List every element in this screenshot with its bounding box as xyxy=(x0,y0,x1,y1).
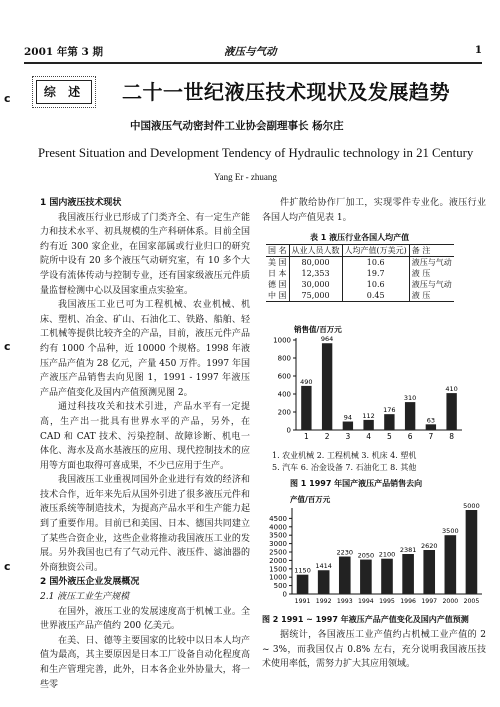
english-title: Present Situation and Development Tendency of Hydraulic technology in 21 Century xyxy=(38,146,474,160)
paragraph: 我国液压工业重视同国外企业进行有效的经济和技术合作，近年来先后从国外引进了很多液压元件和液压系统等制造技术，为提高产品水平和生产能力起到了重要作用。目前已和美国、日本、德国共同建立了某些合资企业，这些企业将推动我国液压工业的发展。另外我国也已有了气动元件、液压件、滤油器的外商独资公司。 xyxy=(40,475,250,573)
table-caption: 表 1 液压行业各国人均产值 xyxy=(310,233,410,242)
x-tick-label: 2005 xyxy=(463,598,480,605)
left-column xyxy=(40,196,250,692)
bar xyxy=(402,554,414,594)
table-cell: 液压与气动 xyxy=(409,279,454,290)
data-label: 410 xyxy=(445,385,458,394)
data-label: 310 xyxy=(403,394,417,403)
x-tick-label: 1995 xyxy=(379,598,395,605)
bar xyxy=(363,420,373,430)
section-heading: 2.1 液压工业生产规模 xyxy=(40,592,130,603)
table-cell: 10.6 xyxy=(342,257,409,269)
table-header-row xyxy=(266,245,454,257)
figure-2-caption: 图 2 1991 ~ 1997 年液压产品产值变化及国内产值预测 xyxy=(262,615,469,624)
y-tick-label: 4500 xyxy=(269,514,287,523)
page-number: 1 xyxy=(474,44,482,56)
section-heading: 2 国外液压企业发展概况 xyxy=(40,577,140,588)
y-tick-label: 400 xyxy=(277,390,291,399)
figure-1-caption: 图 1 1997 年国产液压产品销售去向 xyxy=(290,479,423,488)
paragraph: 我国液压工业已可为工程机械、农业机械、机床、塑机、冶金、矿山、石油化工、铁路、船舶、轻工机械等提供比较齐全的产品，目前，液压元件产品约有 1000 个品种，近 10000 个规格。1998 年液压产品产值为 28 亿元，产量 450 万件。1997 年国产液压产品销售去向见图 1，1991 - 1997 年液压产品产值变化及国内产值预测见图 2。 xyxy=(40,300,250,398)
data-label: 2050 xyxy=(357,551,375,560)
data-label: 63 xyxy=(426,416,436,425)
table-header-cell: 从业人员人数 xyxy=(289,245,342,257)
running-header xyxy=(24,44,482,58)
bar xyxy=(297,575,309,594)
bar xyxy=(426,424,436,430)
data-label: 112 xyxy=(362,411,375,420)
y-tick-label: 1000 xyxy=(273,336,291,345)
table-cell: 75,000 xyxy=(289,290,342,301)
table-cell: 德 国 xyxy=(268,280,287,289)
figure-2-chart xyxy=(258,490,486,612)
figure-1-legend xyxy=(272,450,416,474)
y-axis-label: 产值/百万元 xyxy=(290,495,331,504)
table-cell: 中 国 xyxy=(268,291,287,300)
table-header-cell: 人均产值(万美元) xyxy=(342,245,409,257)
table-cell: 液 压 xyxy=(409,268,454,279)
x-tick-label: 8 xyxy=(449,432,455,441)
bar xyxy=(343,422,353,430)
margin-mark: c xyxy=(4,340,11,353)
x-tick-label: 3 xyxy=(345,432,351,441)
bar xyxy=(339,557,351,594)
table-cell: 12,353 xyxy=(289,268,342,279)
data-label: 490 xyxy=(300,377,313,386)
y-tick-label: 4000 xyxy=(269,523,287,532)
paragraph: 在国外，液压工业的发展速度高于机械工业。全世界液压产品产值约 200 亿美元。 xyxy=(40,606,250,632)
margin-mark: c xyxy=(4,560,11,573)
margin-mark: c xyxy=(4,92,11,105)
right-column-intro xyxy=(262,196,486,225)
data-label: 176 xyxy=(383,406,396,415)
bar xyxy=(360,560,372,594)
bar xyxy=(322,343,332,430)
table-cell: 0.45 xyxy=(342,290,409,301)
y-tick-label: 600 xyxy=(277,372,291,381)
bar xyxy=(466,510,478,594)
x-tick-label: 1992 xyxy=(315,598,332,605)
data-label: 2100 xyxy=(378,550,396,559)
data-label: 3500 xyxy=(442,527,459,536)
data-label: 964 xyxy=(320,335,334,344)
data-label: 1150 xyxy=(294,566,311,575)
journal-name: 液压与气动 xyxy=(224,46,277,58)
y-tick-label: 2500 xyxy=(269,548,287,557)
legend-line: 1. 农业机械 2. 工程机械 3. 机床 4. 塑机 xyxy=(272,451,417,460)
data-label: 2230 xyxy=(336,548,354,557)
header-rule xyxy=(24,62,482,64)
y-tick-label: 3500 xyxy=(269,531,287,540)
article-author: 中国液压气动密封件工业协会副理事长 杨尔庄 xyxy=(130,120,344,132)
right-column-outro xyxy=(262,628,486,672)
bar xyxy=(301,386,311,430)
english-author: Yang Er - zhuang xyxy=(214,172,277,182)
section-badge: 综 述 xyxy=(36,80,92,104)
table-cell: 液压与气动 xyxy=(409,257,454,269)
paragraph: 据统计，各国液压工业产值约占机械工业产值的 2 ~ 3%，而我国仅占 0.8% 左右，充分说明我国液压技术使用率低，需努力扩大其应用领域。 xyxy=(262,630,486,670)
paragraph: 我国液压行业已形成了门类齐全、有一定生产能力和技术水平、初具规模的生产科研体系。目前全国约有近 300 家企业，在国家部属或行业归口的研究院所中设有 20 多个液压气动研究室，有 10 多个大学设有流体传动与控制专业，还有国家级液压元件质量监督检测中心以及国家重点实验室。 xyxy=(40,212,250,296)
y-axis-label: 销售值/百万元 xyxy=(294,325,342,334)
y-tick-label: 3000 xyxy=(269,540,287,549)
data-label: 94 xyxy=(343,413,353,422)
issue-label: 2001 年第 3 期 xyxy=(24,46,103,58)
table-header-cell: 备 注 xyxy=(409,245,454,257)
x-tick-label: 7 xyxy=(428,432,434,441)
data-label: 1414 xyxy=(315,562,332,571)
x-tick-label: 1 xyxy=(303,432,309,441)
article-title: 二十一世纪液压技术现状及发展趋势 xyxy=(122,80,450,104)
paragraph: 通过科技攻关和技术引进，产品水平有一定提高，生产出一批具有世界水平的产品，另外，在 CAD 和 CAT 技术、污染控制、故障诊断、机电一体化、海水及高水基液压的应用、现代控制技术的应用等方面也取得可喜成果，不少已应用于生产。 xyxy=(40,402,250,471)
table-cell: 19.7 xyxy=(342,268,409,279)
x-tick-label: 1996 xyxy=(400,598,416,605)
table-1 xyxy=(266,244,454,302)
table-row xyxy=(266,290,454,301)
table-cell: 美 国 xyxy=(268,258,287,267)
legend-line: 5. 汽车 6. 冶金设备 7. 石油化工 8. 其他 xyxy=(272,463,417,472)
table-cell: 10.6 xyxy=(342,279,409,290)
y-tick-label: 1500 xyxy=(269,565,287,574)
x-tick-label: 1993 xyxy=(336,598,353,605)
y-tick-label: 800 xyxy=(277,354,291,363)
paragraph: 在美、日、德等主要国家的比较中以日本人均产值为最高，其主要原因是日本工厂设备自动化程度高和生产管理完善，此外，日本各企业外协量大，将一些零 xyxy=(40,635,250,690)
y-tick-label: 0 xyxy=(282,590,287,599)
table-cell: 液 压 xyxy=(409,290,454,301)
bar xyxy=(445,535,457,594)
x-tick-label: 2 xyxy=(324,432,330,441)
table-row xyxy=(266,257,454,269)
table-header-cell: 国 名 xyxy=(266,245,289,257)
bar xyxy=(384,414,394,430)
section-heading: 1 国内液压技术现状 xyxy=(40,198,122,208)
table-cell: 30,000 xyxy=(289,279,342,290)
paragraph: 件扩散给协作厂加工，实现零件专业化。液压行业各国人均产值见表 1。 xyxy=(262,198,486,223)
table-row xyxy=(266,268,454,279)
table-cell: 80,000 xyxy=(289,257,342,269)
y-tick-label: 500 xyxy=(273,582,287,591)
bar xyxy=(423,550,435,594)
x-tick-label: 1997 xyxy=(421,598,438,605)
table-row xyxy=(266,279,454,290)
y-tick-label: 2000 xyxy=(269,556,287,565)
x-tick-label: 1991 xyxy=(294,598,311,605)
data-label: 2381 xyxy=(399,545,417,554)
data-label: 2620 xyxy=(420,541,438,550)
y-tick-label: 1000 xyxy=(269,573,287,582)
bar xyxy=(381,559,393,594)
x-tick-label: 5 xyxy=(386,432,392,441)
x-tick-label: 4 xyxy=(366,432,372,441)
bar xyxy=(318,570,330,594)
bar xyxy=(405,402,415,430)
y-tick-label: 0 xyxy=(286,426,291,435)
x-tick-label: 2000 xyxy=(442,598,459,605)
bar xyxy=(446,393,456,430)
x-tick-label: 1994 xyxy=(358,598,374,605)
table-cell: 日 本 xyxy=(268,269,287,278)
figure-1-chart xyxy=(262,318,486,448)
data-label: 5000 xyxy=(463,502,480,510)
x-tick-label: 6 xyxy=(407,432,413,441)
y-tick-label: 200 xyxy=(277,408,291,417)
